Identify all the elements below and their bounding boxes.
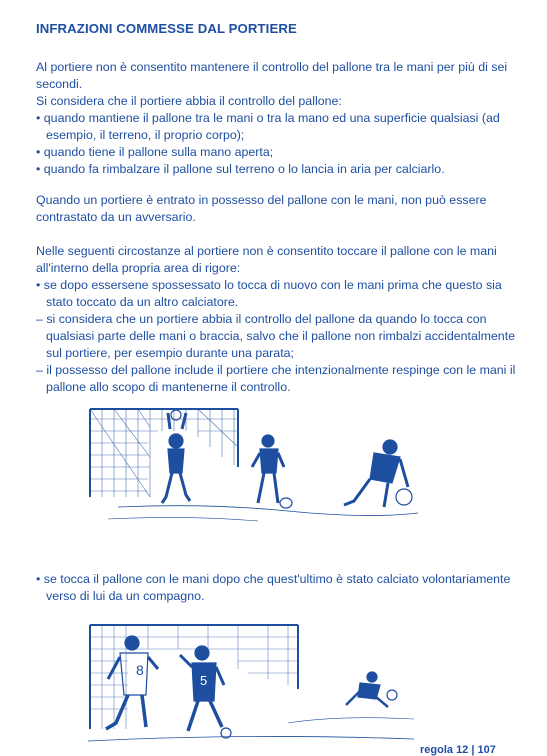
- bullet-item: • quando tiene il pallone sulla mano aperta;: [36, 145, 274, 159]
- player-figure: [180, 646, 231, 738]
- goalkeeper-figure: [344, 440, 412, 507]
- bullet-item: • quando fa rimbalzare il pallone sul terreno o lo lancia in aria per calciarlo.: [36, 162, 445, 176]
- jersey-number: 5: [200, 673, 208, 688]
- goalkeeper-figure: [252, 435, 292, 508]
- six-second-rule: Al portiere non è consentito mantenere il controllo del pallone tra le mani per più di sei secondi.: [36, 60, 508, 91]
- section-no-challenge: Quando un portiere è entrato in possesso del pallone con le mani, non può essere contrastato da un avversario.: [36, 193, 487, 224]
- dash-item: – si considera che un portiere abbia il controllo del pallone da quando lo tocca con qualsiasi parte delle mani o braccia, salvo che il pallone non rimbalzi accidentalmente sul portiere, per esempio durante una parata;: [36, 312, 516, 360]
- dash-item: – il possesso del pallone include il portiere che intenzionalmente respinge con le mani il pallone allo scopo di mantenerne il controllo.: [36, 363, 516, 394]
- goalkeeper-figure: [346, 672, 397, 707]
- bullet-item: • se tocca il pallone con le mani dopo che quest'ultimo è stato calciato volontariamente verso di lui da un compagno.: [36, 572, 511, 603]
- goalkeeper-sequence-illustration: [88, 407, 422, 527]
- handling-intro: Nelle seguenti circostanze al portiere non è consentito toccare il pallone con le mani all'interno della propria area di rigore:: [36, 244, 497, 275]
- page-footer: regola 12 | 107: [420, 744, 496, 756]
- back-pass-illustration: [88, 619, 415, 751]
- control-definition: Si considera che il portiere abbia il controllo del pallone:: [36, 94, 342, 108]
- section-ball-control: [36, 59, 524, 178]
- section-back-pass: [36, 571, 524, 605]
- jersey-number: 8: [136, 662, 144, 678]
- section-handling-restrictions: [36, 243, 524, 396]
- bullet-item: • quando mantiene il pallone tra le mani o tra la mano ed una superficie qualsiasi (ad esempio, il terreno, il proprio corpo);: [36, 111, 500, 142]
- page-title: INFRAZIONI COMMESSE DAL PORTIERE: [36, 21, 297, 36]
- bullet-item: • se dopo essersene spossessato lo tocca di nuovo con le mani prima che questo sia stato toccato da un altro calciatore.: [36, 278, 502, 309]
